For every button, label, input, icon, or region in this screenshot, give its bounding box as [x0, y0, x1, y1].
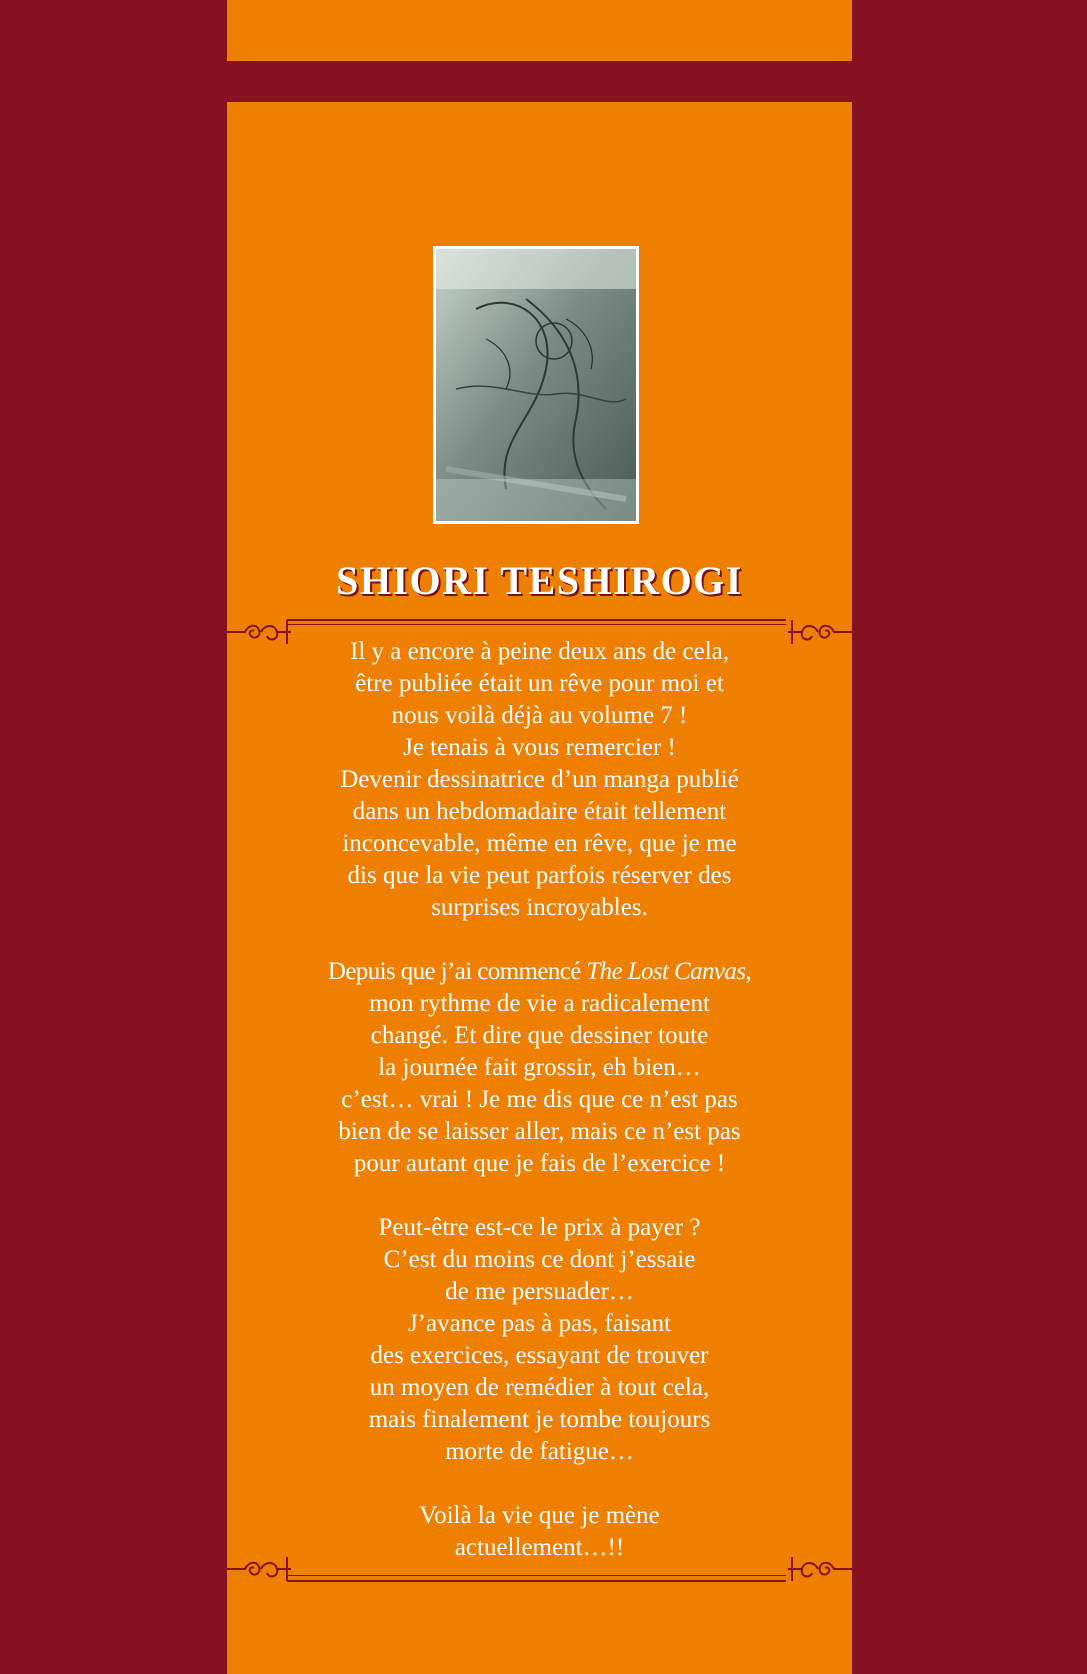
text-line: Devenir dessinatrice d’un manga publié — [340, 766, 739, 793]
top-orange-band — [227, 0, 852, 61]
text-line: Voilà la vie que je mène — [419, 1502, 660, 1529]
text-line: changé. Et dire que dessiner toute — [370, 1022, 709, 1049]
text-line: la journée fait grossir, eh bien… — [378, 1054, 701, 1081]
text-line: c’est… vrai ! Je me dis que ce n’est pas — [341, 1086, 738, 1113]
paragraph-3 — [227, 1212, 852, 1468]
ornament-bottom-right — [788, 1553, 852, 1583]
text-line: Peut-être est-ce le prix à payer ? — [378, 1214, 701, 1241]
text-fragment: , — [745, 958, 752, 985]
text-line: Il y a encore à peine deux ans de cela, — [350, 638, 729, 665]
frame-top-inner-line — [287, 624, 786, 625]
text-line: des exercices, essayant de trouver — [370, 1342, 709, 1369]
text-line: de me persuader… — [445, 1278, 634, 1305]
paragraph-2 — [227, 956, 852, 1180]
ornament-bottom-left — [227, 1553, 291, 1583]
text-line: mais finalement je tombe toujours — [368, 1406, 711, 1433]
text-line: mon rythme de vie a radicalement — [369, 990, 710, 1017]
text-line: dans un hebdomadaire était tellement — [352, 798, 727, 825]
text-line: bien de se laisser aller, mais ce n’est pas — [338, 1118, 741, 1145]
text-line: J’avance pas à pas, faisant — [407, 1310, 672, 1337]
text-line-with-title — [227, 956, 852, 988]
text-line: morte de fatigue… — [445, 1438, 634, 1465]
paragraph-1 — [227, 636, 852, 924]
manga-title: The Lost Canvas — [586, 958, 746, 985]
text-line: pour autant que je fais de l’exercice ! — [353, 1150, 726, 1177]
text-line: nous voilà déjà au volume 7 ! — [391, 702, 688, 729]
frame-top-line — [287, 619, 786, 621]
frame-bottom-inner-line — [287, 1575, 786, 1576]
text-fragment: Depuis que j’ai commencé — [327, 958, 587, 985]
text-line: un moyen de remédier à tout cela, — [369, 1374, 710, 1401]
text-line: surprises incroyables. — [431, 894, 648, 921]
text-line: Je tenais à vous remercier ! — [403, 734, 676, 761]
frame-bottom-line — [287, 1580, 786, 1582]
text-line: être publiée était un rêve pour moi et — [355, 670, 724, 697]
text-line: inconcevable, même en rêve, que je me — [342, 830, 737, 857]
message-body — [227, 636, 852, 1564]
author-name: SHIORI TESHIROGI — [336, 558, 743, 603]
text-line: dis que la vie peut parfois réserver des — [347, 862, 732, 889]
paragraph-4 — [227, 1500, 852, 1564]
author-photo — [433, 246, 639, 524]
text-line: actuellement…!! — [454, 1534, 625, 1561]
text-line: C’est du moins ce dont j’essaie — [383, 1246, 696, 1273]
